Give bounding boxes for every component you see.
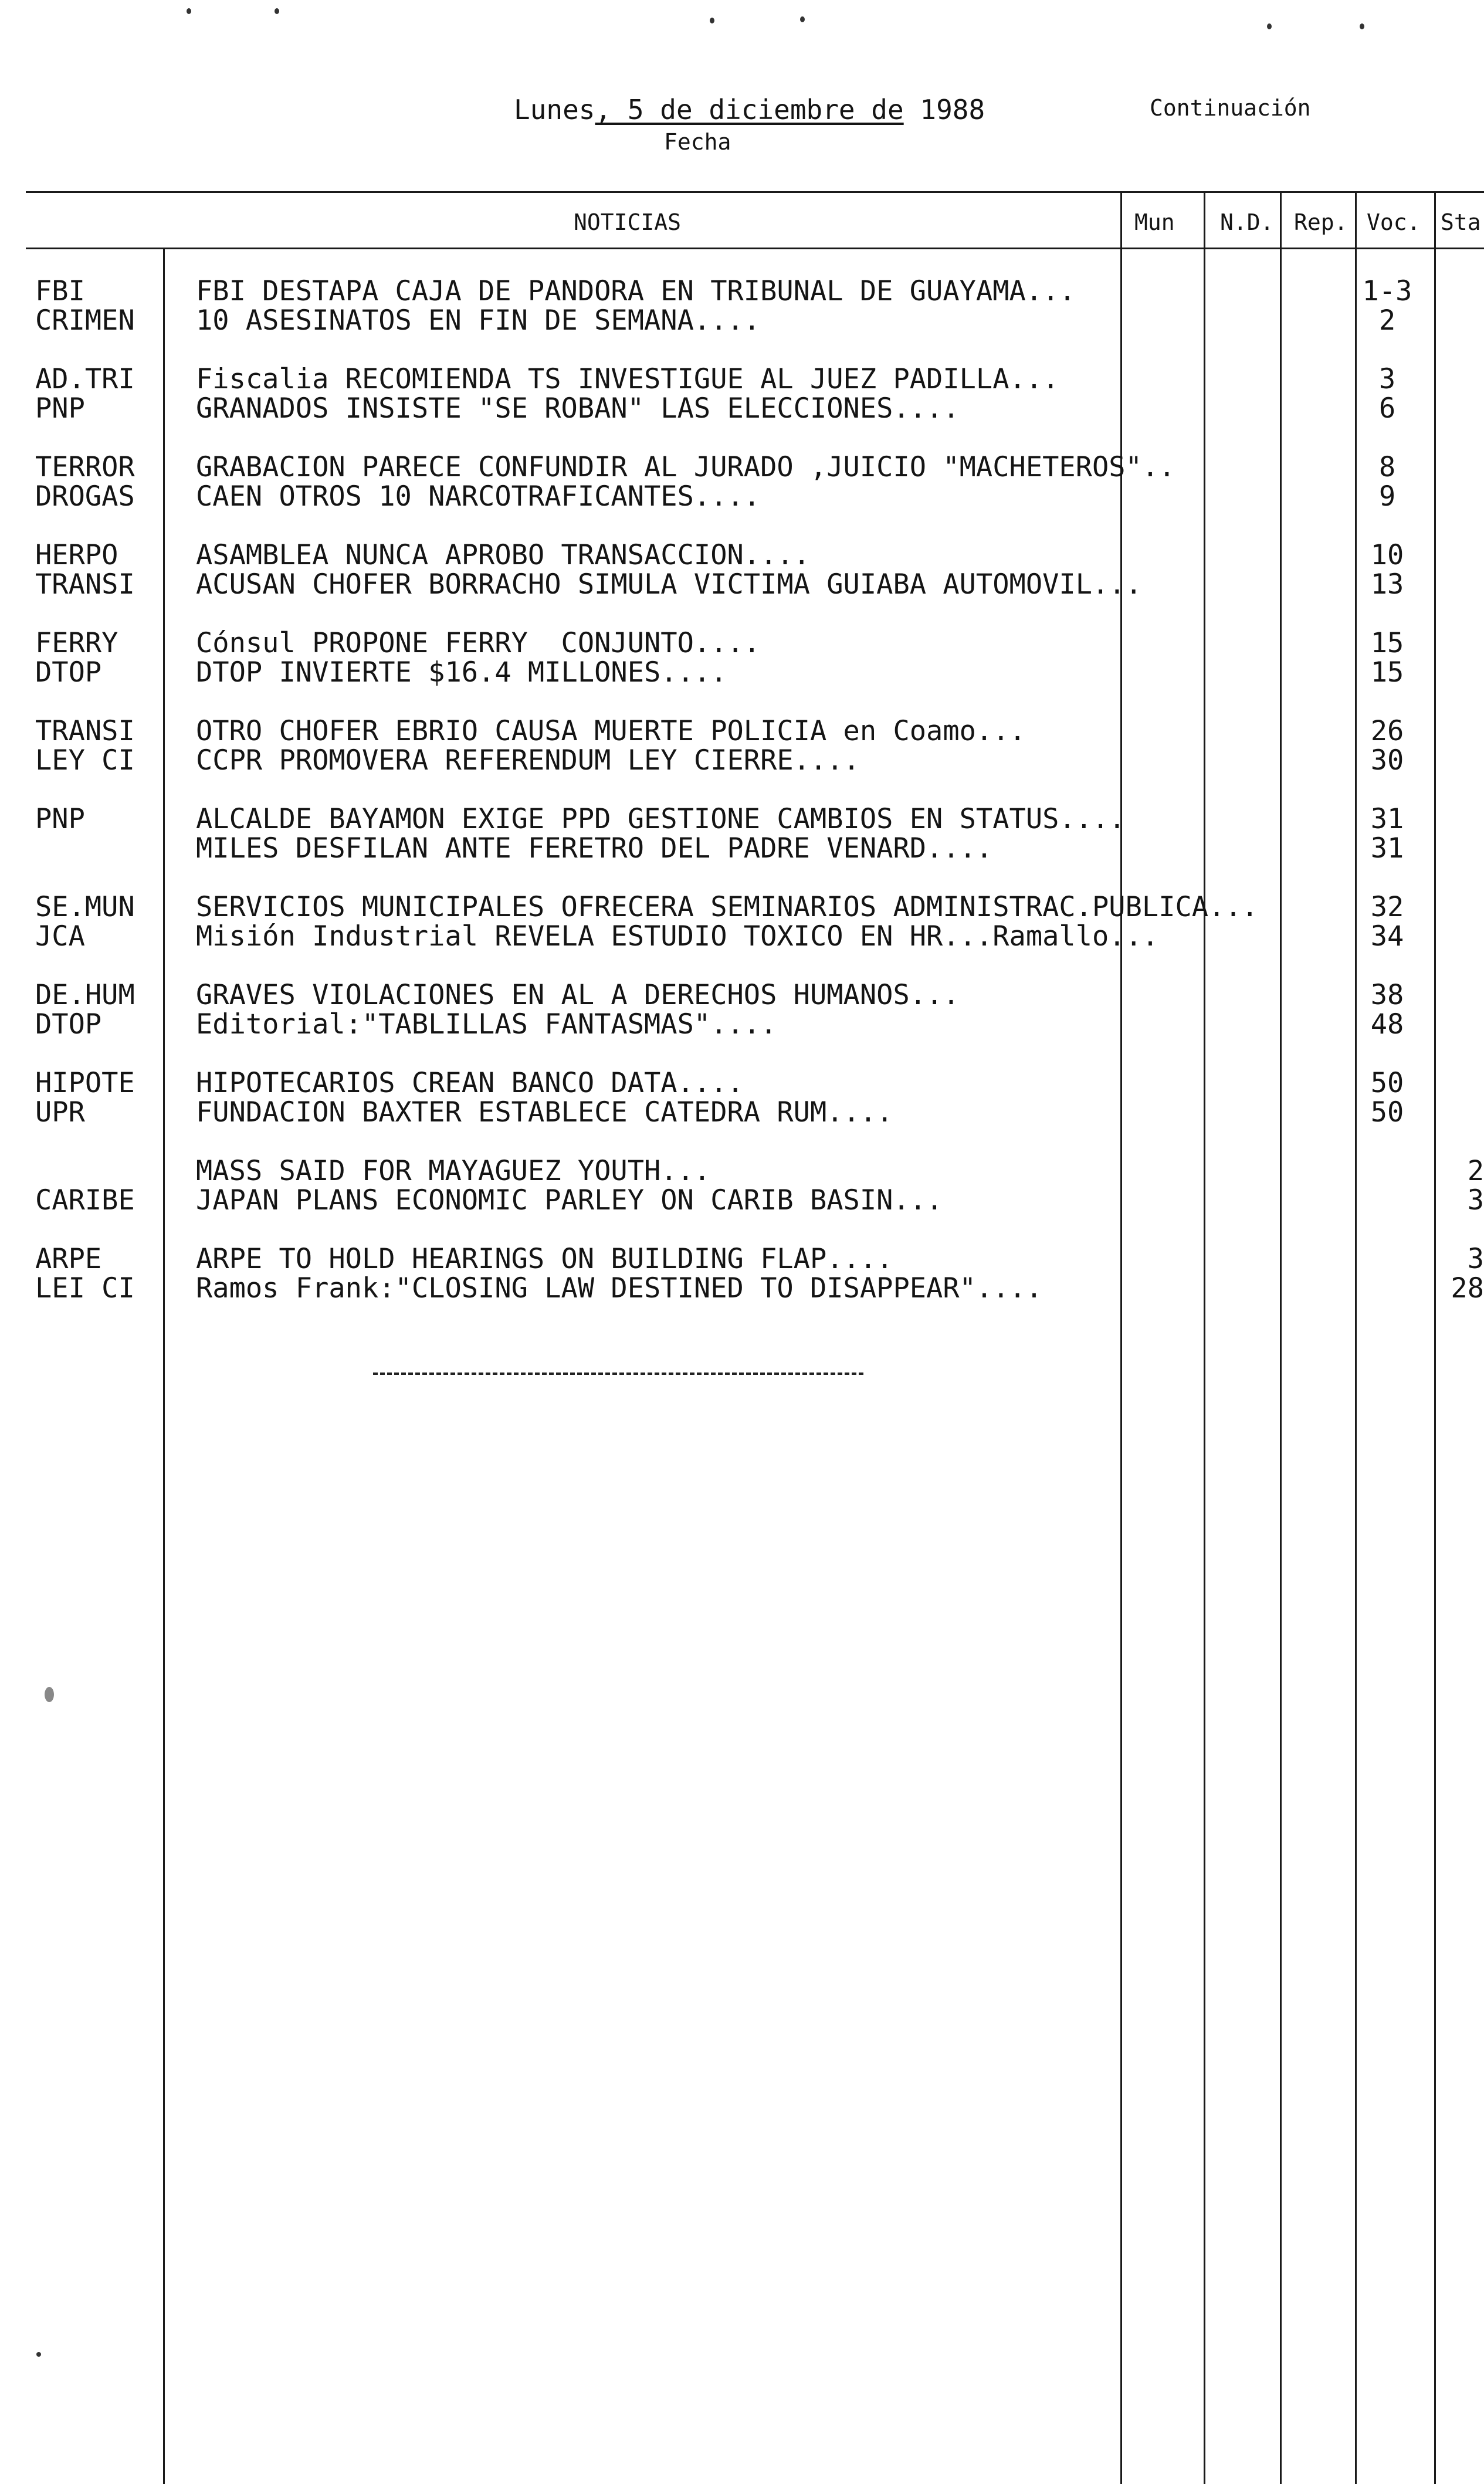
row-tag: HERPO bbox=[35, 539, 118, 571]
row-voc: 30 bbox=[1370, 744, 1404, 777]
row-headline: OTRO CHOFER EBRIO CAUSA MUERTE POLICIA en Coamo... bbox=[196, 715, 1026, 747]
date-year: 1988 bbox=[903, 94, 985, 126]
date-line bbox=[514, 94, 985, 126]
row-headline: Ramos Frank:"CLOSING LAW DESTINED TO DISAPPEAR".... bbox=[196, 1272, 1043, 1304]
row-voc: 50 bbox=[1370, 1067, 1404, 1099]
scan-speck bbox=[1360, 23, 1364, 29]
row-voc: 13 bbox=[1370, 568, 1404, 601]
row-tag: FERRY bbox=[35, 627, 118, 659]
row-tag: LEI CI bbox=[35, 1272, 135, 1304]
row-headline: GRAVES VIOLACIONES EN AL A DERECHOS HUMANOS... bbox=[196, 979, 960, 1011]
row-tag: TERROR bbox=[35, 451, 135, 483]
scan-speck bbox=[187, 8, 191, 14]
scan-speck bbox=[275, 8, 279, 14]
row-sta: 3 bbox=[1467, 1184, 1484, 1216]
row-sta: 2 bbox=[1467, 1155, 1484, 1187]
row-tag: JCA bbox=[35, 920, 85, 953]
row-voc: 26 bbox=[1370, 715, 1404, 747]
row-headline: MILES DESFILAN ANTE FERETRO DEL PADRE VENARD.... bbox=[196, 832, 993, 865]
mun-column-left-rule bbox=[1120, 191, 1122, 2484]
row-tag: DROGAS bbox=[35, 480, 135, 513]
row-sta: 28 bbox=[1451, 1272, 1484, 1304]
row-tag: FBI bbox=[35, 275, 85, 307]
row-tag: CARIBE bbox=[35, 1184, 135, 1216]
row-voc: 9 bbox=[1378, 480, 1396, 513]
row-tag: LEY CI bbox=[35, 744, 135, 777]
row-headline: Cónsul PROPONE FERRY CONJUNTO.... bbox=[196, 627, 761, 659]
row-voc: 15 bbox=[1370, 627, 1404, 659]
table-header-rule bbox=[26, 248, 1484, 249]
row-tag: UPR bbox=[35, 1096, 85, 1129]
row-tag: CRIMEN bbox=[35, 304, 135, 337]
date-weekday: Lunes bbox=[514, 94, 595, 126]
row-voc: 2 bbox=[1378, 304, 1396, 337]
row-voc: 10 bbox=[1370, 539, 1404, 571]
rep-column-left-rule bbox=[1280, 191, 1282, 2484]
row-headline: Editorial:"TABLILLAS FANTASMAS".... bbox=[196, 1008, 777, 1041]
row-tag: PNP bbox=[35, 803, 85, 835]
scan-speck bbox=[36, 2352, 41, 2357]
row-tag: PNP bbox=[35, 392, 85, 425]
fecha-label: Fecha bbox=[664, 129, 731, 155]
row-headline: GRABACION PARECE CONFUNDIR AL JURADO ,JUICIO "MACHETEROS".. bbox=[196, 451, 1175, 483]
voc-column-left-rule bbox=[1355, 191, 1357, 2484]
row-voc: 31 bbox=[1370, 832, 1404, 865]
row-headline: 10 ASESINATOS EN FIN DE SEMANA.... bbox=[196, 304, 761, 337]
scan-speck bbox=[710, 18, 714, 23]
row-tag: TRANSI bbox=[35, 568, 135, 601]
row-voc: 48 bbox=[1370, 1008, 1404, 1041]
scan-speck bbox=[800, 16, 805, 22]
row-sta: 3 bbox=[1467, 1243, 1484, 1275]
row-tag: DE.HUM bbox=[35, 979, 135, 1011]
row-voc: 50 bbox=[1370, 1096, 1404, 1129]
row-headline: ALCALDE BAYAMON EXIGE PPD GESTIONE CAMBIOS EN STATUS.... bbox=[196, 803, 1126, 835]
scan-speck bbox=[1267, 23, 1272, 29]
table-top-rule bbox=[26, 191, 1484, 193]
end-of-list-dashed-rule bbox=[373, 1373, 863, 1375]
row-headline: Misión Industrial REVELA ESTUDIO TOXICO EN HR...Ramallo... bbox=[196, 920, 1159, 953]
row-headline: JAPAN PLANS ECONOMIC PARLEY ON CARIB BASIN... bbox=[196, 1184, 943, 1216]
row-headline: CAEN OTROS 10 NARCOTRAFICANTES.... bbox=[196, 480, 761, 513]
row-tag: ARPE bbox=[35, 1243, 102, 1275]
row-voc: 34 bbox=[1370, 920, 1404, 953]
scan-speck bbox=[45, 1687, 54, 1702]
row-tag: TRANSI bbox=[35, 715, 135, 747]
row-headline: SERVICIOS MUNICIPALES OFRECERA SEMINARIOS ADMINISTRAC.PUBLICA... bbox=[196, 891, 1258, 923]
row-voc: 6 bbox=[1378, 392, 1396, 425]
row-headline: GRANADOS INSISTE "SE ROBAN" LAS ELECCIONES.... bbox=[196, 392, 960, 425]
row-tag: AD.TRI bbox=[35, 363, 135, 395]
row-headline: ASAMBLEA NUNCA APROBO TRANSACCION.... bbox=[196, 539, 810, 571]
row-headline: ARPE TO HOLD HEARINGS ON BUILDING FLAP.... bbox=[196, 1243, 893, 1275]
row-tag: SE.MUN bbox=[35, 891, 135, 923]
row-headline: CCPR PROMOVERA REFERENDUM LEY CIERRE.... bbox=[196, 744, 860, 777]
row-voc: 38 bbox=[1370, 979, 1404, 1011]
row-headline: Fiscalia RECOMIENDA TS INVESTIGUE AL JUEZ PADILLA... bbox=[196, 363, 1059, 395]
row-voc: 1-3 bbox=[1362, 275, 1412, 307]
continuacion-label: Continuación bbox=[1150, 95, 1311, 121]
row-voc: 15 bbox=[1370, 656, 1404, 689]
row-headline: FBI DESTAPA CAJA DE PANDORA EN TRIBUNAL DE GUAYAMA... bbox=[196, 275, 1076, 307]
date-day-month: , 5 de diciembre de bbox=[595, 94, 904, 126]
header-voc: Voc. bbox=[1367, 209, 1421, 235]
row-headline: HIPOTECARIOS CREAN BANCO DATA.... bbox=[196, 1067, 744, 1099]
row-headline: MASS SAID FOR MAYAGUEZ YOUTH... bbox=[196, 1155, 711, 1187]
row-voc: 3 bbox=[1378, 363, 1396, 395]
header-rep: Rep. bbox=[1294, 209, 1348, 235]
header-sta: Sta bbox=[1441, 209, 1481, 235]
header-noticias: NOTICIAS bbox=[574, 209, 682, 235]
nd-column-left-rule bbox=[1204, 191, 1205, 2484]
row-tag: DTOP bbox=[35, 1008, 102, 1041]
sta-column-left-rule bbox=[1434, 191, 1436, 2484]
row-headline: FUNDACION BAXTER ESTABLECE CATEDRA RUM.... bbox=[196, 1096, 893, 1129]
row-tag: HIPOTE bbox=[35, 1067, 135, 1099]
header-nd: N.D. bbox=[1220, 209, 1274, 235]
tag-column-divider bbox=[163, 249, 165, 2484]
row-headline: DTOP INVIERTE $16.4 MILLONES.... bbox=[196, 656, 727, 689]
row-tag: DTOP bbox=[35, 656, 102, 689]
row-voc: 32 bbox=[1370, 891, 1404, 923]
row-voc: 8 bbox=[1378, 451, 1396, 483]
row-voc: 31 bbox=[1370, 803, 1404, 835]
row-headline: ACUSAN CHOFER BORRACHO SIMULA VICTIMA GUIABA AUTOMOVIL... bbox=[196, 568, 1142, 601]
header-mun: Mun bbox=[1134, 209, 1175, 235]
